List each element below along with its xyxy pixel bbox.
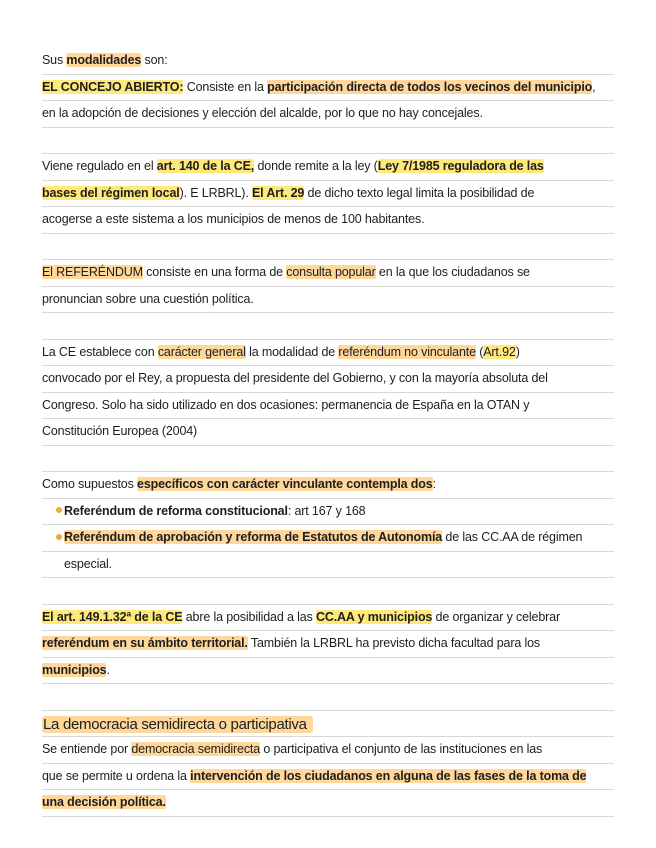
text-line: que se permite u ordena la intervención de los ciudadanos en alguna de las fases de la toma de (42, 764, 614, 791)
highlight: bases del régimen local (42, 185, 180, 200)
highlight: El art. 149.1.32ª de la CE (42, 609, 183, 624)
highlight: referéndum en su ámbito territorial. (42, 636, 248, 650)
highlight: específicos con carácter vinculante contempla dos (137, 477, 433, 491)
text-line: municipios. (42, 658, 614, 685)
list-item: Referéndum de reforma constitucional: art 167 y 168 (42, 499, 614, 526)
notes-page (42, 48, 614, 817)
highlight: intervención de los ciudadanos en alguna de las fases de la toma de (190, 768, 587, 783)
text-line: Como supuestos específicos con carácter vinculante contempla dos: (42, 472, 614, 499)
text-line: especial. (42, 552, 614, 579)
highlight: Ley 7/1985 reguladora de las (377, 159, 544, 173)
text-line: Sus modalidades son: (42, 48, 614, 75)
blank-line (42, 684, 614, 711)
text-line: pronuncian sobre una cuestión política. (42, 287, 614, 314)
blank-line (42, 234, 614, 261)
text-line: Viene regulado en el art. 140 de la CE, donde remite a la ley (Ley 7/1985 reguladora de las (42, 154, 614, 181)
section-heading: La democracia semidirecta o participativa (42, 711, 614, 738)
text-line: Constitución Europea (2004) (42, 419, 614, 446)
highlight: carácter general (157, 344, 246, 359)
highlight: modalidades (66, 53, 142, 67)
highlight: referéndum no vinculante (338, 344, 476, 359)
highlight: participación directa de todos los vecinos del municipio (267, 79, 593, 94)
blank-line (42, 313, 614, 340)
highlight: CC.AA y municipios (315, 609, 433, 624)
highlight: consulta popular (286, 265, 376, 279)
text-line: El REFERÉNDUM consiste en una forma de consulta popular en la que los ciudadanos se (42, 260, 614, 287)
highlight: una decisión política. (42, 795, 166, 809)
highlight: El Art. 29 (251, 185, 305, 200)
list-item: Referéndum de aprobación y reforma de Estatutos de Autonomía de las CC.AA de régimen (42, 525, 614, 552)
highlight: El REFERÉNDUM (42, 265, 143, 279)
highlight: democracia semidirecta (131, 742, 261, 756)
highlight: art. 140 de la CE, (156, 159, 255, 173)
highlight: Art.92 (483, 344, 516, 359)
bullet-icon (56, 534, 62, 540)
highlight: Referéndum de aprobación y reforma de Estatutos de Autonomía (64, 530, 443, 544)
text-line: acogerse a este sistema a los municipios de menos de 100 habitantes. (42, 207, 614, 234)
text-line: bases del régimen local). E LRBRL). El Art. 29 de dicho texto legal limita la posibilidad de (42, 181, 614, 208)
text-line: convocado por el Rey, a propuesta del presidente del Gobierno, y con la mayoría absoluta del (42, 366, 614, 393)
blank-line (42, 128, 614, 155)
blank-line (42, 446, 614, 473)
bullet-icon (56, 507, 62, 513)
text-line: en la adopción de decisiones y elección del alcalde, por lo que no hay concejales. (42, 101, 614, 128)
text-line: La CE establece con carácter general la modalidad de referéndum no vinculante (Art.92) (42, 340, 614, 367)
highlight: EL CONCEJO ABIERTO: (42, 79, 184, 94)
highlight: municipios (42, 662, 107, 677)
text-line (42, 790, 614, 817)
text-line: El art. 149.1.32ª de la CE abre la posibilidad a las CC.AA y municipios de organizar y celebrar (42, 605, 614, 632)
text-line: Congreso. Solo ha sido utilizado en dos ocasiones: permanencia de España en la OTAN y (42, 393, 614, 420)
text-line: Se entiende por democracia semidirecta o participativa el conjunto de las instituciones en las (42, 737, 614, 764)
text-line: EL CONCEJO ABIERTO: Consiste en la participación directa de todos los vecinos del municipio, (42, 75, 614, 102)
blank-line (42, 578, 614, 605)
text-line: referéndum en su ámbito territorial. También la LRBRL ha previsto dicha facultad para los (42, 631, 614, 658)
